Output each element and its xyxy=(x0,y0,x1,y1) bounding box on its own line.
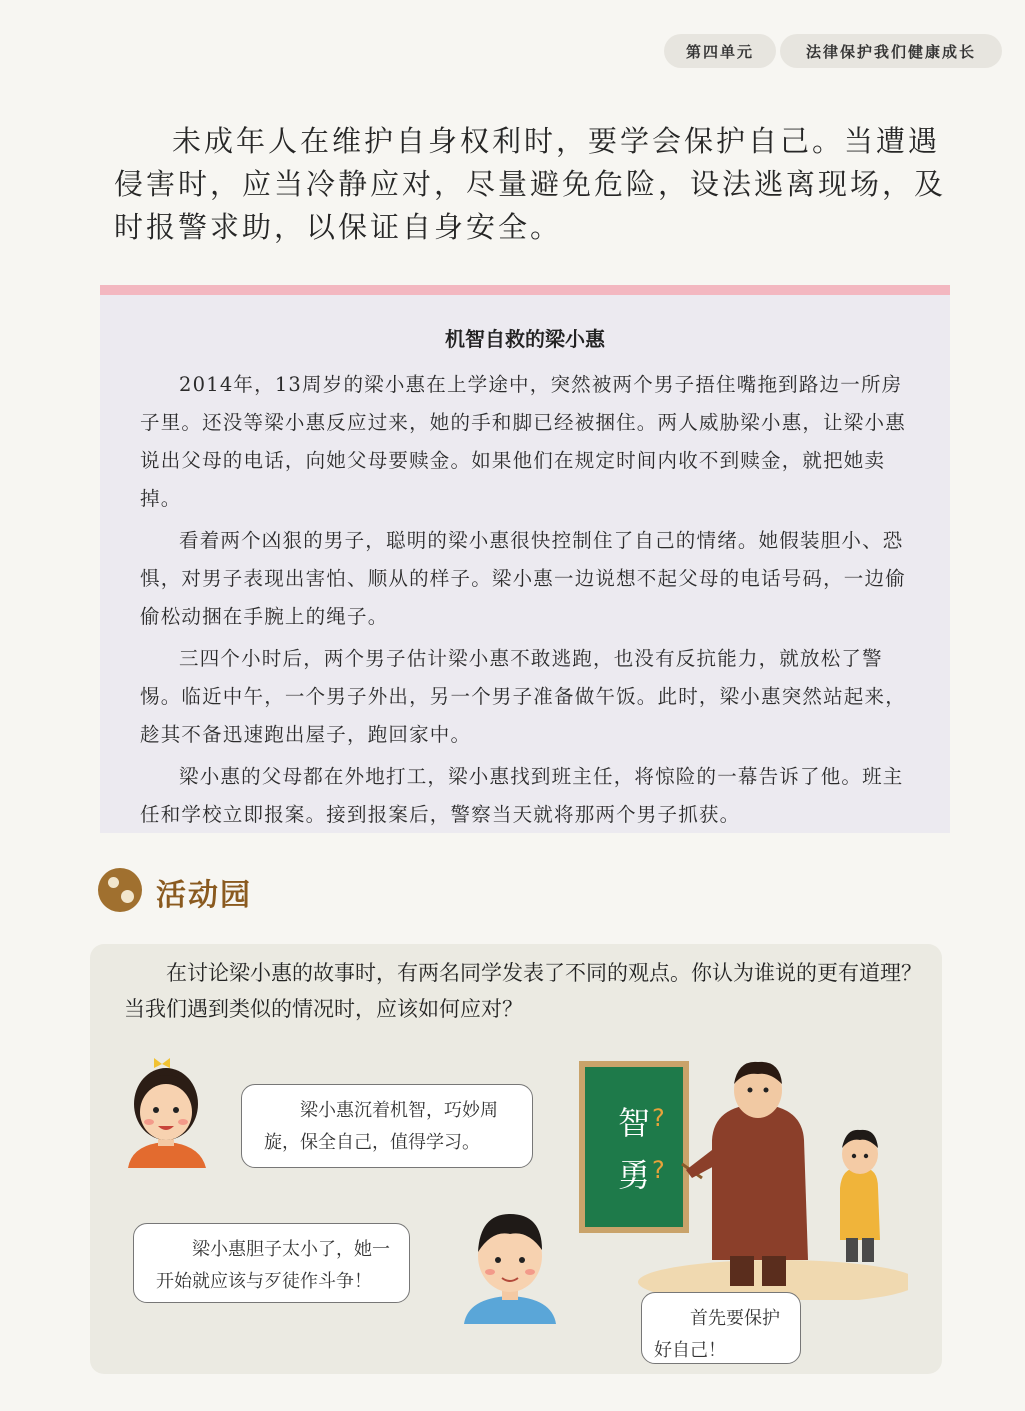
activity-question: 在讨论梁小惠的故事时，有两名同学发表了不同的观点。你认为谁说的更有道理？当我们遇到类似的情况时，应该如何应对？ xyxy=(124,961,922,1021)
girl-speech-bubble: 梁小惠沉着机智，巧妙周旋，保全自己，值得学习。 xyxy=(241,1084,533,1168)
board-question-mark-2: ? xyxy=(652,1156,665,1184)
story-paragraph-4: 梁小惠的父母都在外地打工，梁小惠找到班主任，将惊险的一幕告诉了他。班主任和学校立即报案。接到报案后，警察当天就将那两个男子抓获。 xyxy=(140,765,904,826)
header-title-tab: 法律保护我们健康成长 xyxy=(780,34,1002,68)
boy-student-illustration xyxy=(458,1200,562,1324)
story-title: 机智自救的梁小惠 xyxy=(445,327,605,351)
story-box xyxy=(100,285,950,833)
header-unit-tab: 第四单元 xyxy=(664,34,776,68)
story-paragraph-1: 2014年，13周岁的梁小惠在上学途中，突然被两个男子捂住嘴拖到路边一所房子里。还没等梁小惠反应过来，她的手和脚已经被捆住。两人威胁梁小惠，让梁小惠说出父母的电话，向她父母要赎金。如果他们在规定时间内收不到赎金，就把她卖掉。 xyxy=(140,373,906,510)
board-char-wisdom: 智 xyxy=(618,1104,651,1142)
board-char-courage: 勇 xyxy=(618,1156,651,1194)
intro-paragraph: 未成年人在维护自身权利时，要学会保护自己。当遭遇侵害时，应当冷静应对，尽量避免危险，设法逃离现场，及时报警求助，以保证自身安全。 xyxy=(114,124,947,244)
teacher-speech-bubble: 首先要保护好自己！ xyxy=(641,1292,801,1364)
activity-hands-icon xyxy=(98,868,142,912)
story-paragraph-3: 三四个小时后，两个男子估计梁小惠不敢逃跑，也没有反抗能力，就放松了警惕。临近中午，一个男子外出，另一个男子准备做午饭。此时，梁小惠突然站起来，趁其不备迅速跑出屋子，跑回家中。 xyxy=(140,647,906,746)
story-paragraph-2: 看着两个凶狠的男子，聪明的梁小惠很快控制住了自己的情绪。她假装胆小、恐惧，对男子表现出害怕、顺从的样子。梁小惠一边说想不起父母的电话号码，一边偷偷松动捆在手腕上的绳子。 xyxy=(140,529,906,628)
girl-student-illustration xyxy=(118,1052,214,1168)
activity-title: 活动园 xyxy=(156,878,252,913)
board-question-mark-1: ? xyxy=(652,1104,665,1132)
teacher-blackboard-illustration xyxy=(578,1060,908,1300)
boy-speech-bubble: 梁小惠胆子太小了，她一开始就应该与歹徒作斗争！ xyxy=(133,1223,410,1303)
